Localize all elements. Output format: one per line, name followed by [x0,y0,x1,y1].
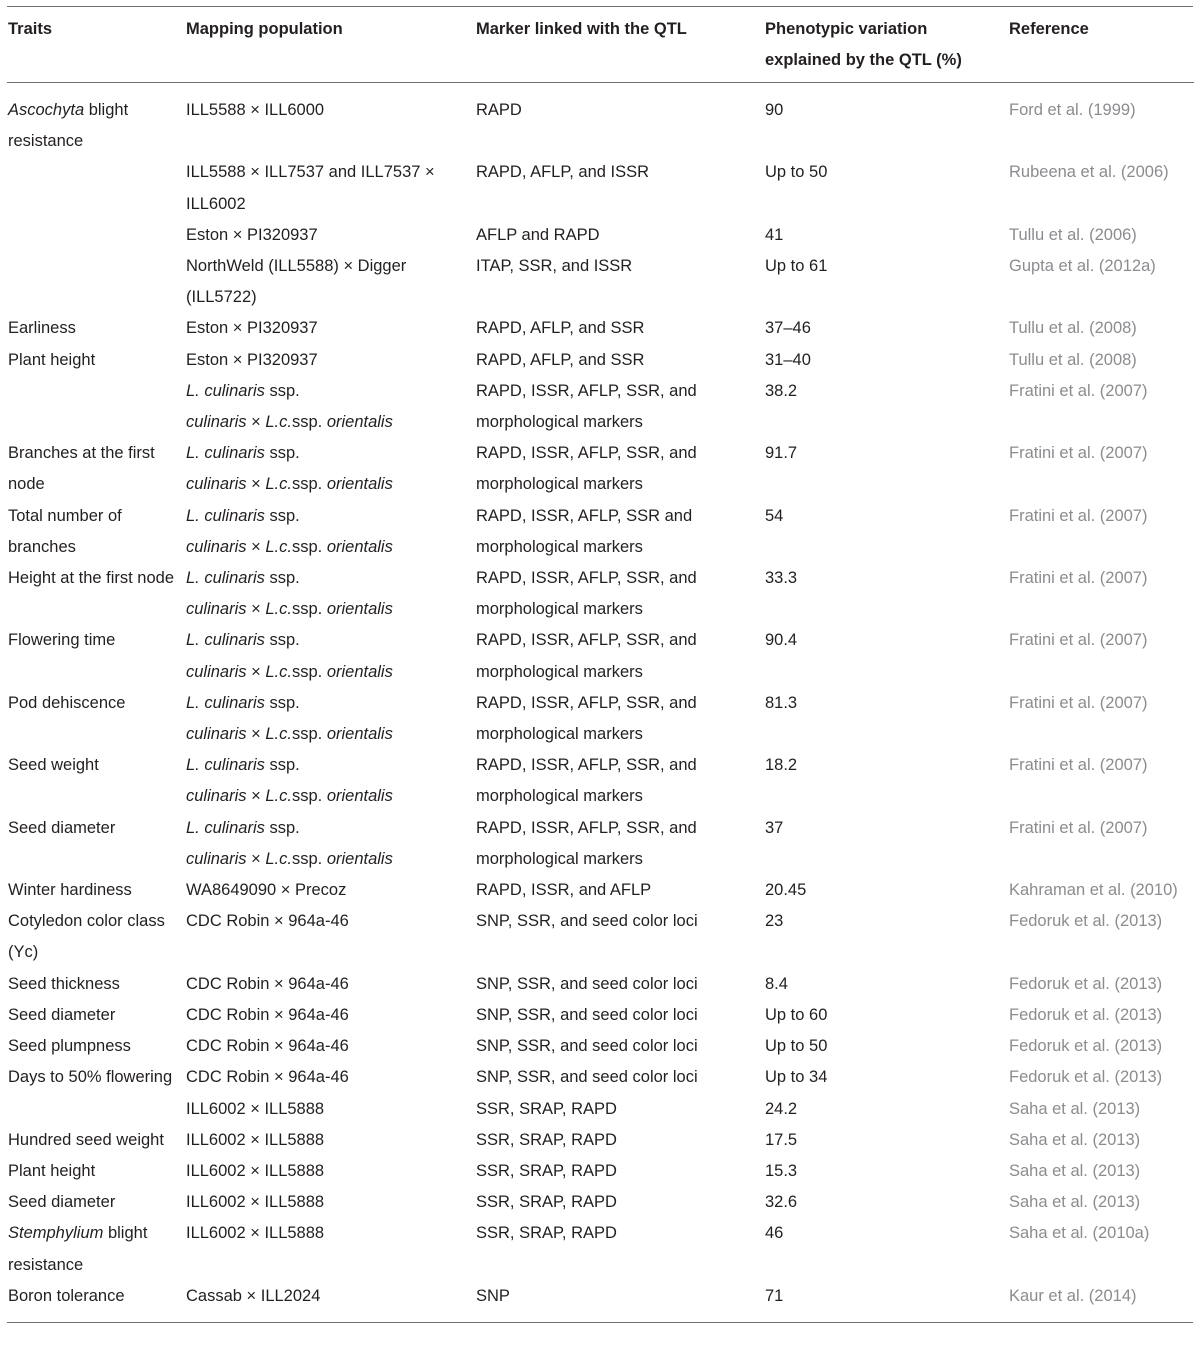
header-pv-line2: explained by the QTL (%) [765,51,962,69]
population-part: orientalis [326,600,393,619]
cell-phenotypic-variation: Up to 61 [765,257,828,276]
population-part: ssp. [291,849,327,868]
cell-phenotypic-variation: 23 [765,912,784,931]
cell-trait [7,1062,186,1093]
population-part: culinaris [186,787,247,806]
cell-marker: RAPD, ISSR, AFLP, SSR, and morphological markers [476,818,697,868]
cell-mapping-population [186,438,476,500]
population-part: L. culinaris [186,569,265,588]
population-part: ssp. [291,662,327,681]
table-row [7,1187,1194,1218]
cell-phenotypic-variation: 17.5 [765,1130,798,1149]
cell-mapping-population [186,376,476,438]
cell-mapping-population: Eston × PI320937 [186,319,318,338]
table-row [7,625,1194,687]
cell-reference[interactable]: Fratini et al. (2007) [1009,756,1148,775]
table-row [7,501,1194,563]
population-part: culinaris [186,849,247,868]
trait-text: Seed diameter [8,818,116,837]
cell-marker: SNP, SSR, and seed color loci [476,1037,698,1056]
population-part: × [246,787,266,806]
cell-marker: ITAP, SSR, and ISSR [476,257,633,276]
table-row [7,1156,1194,1187]
cell-trait [7,83,186,158]
trait-text: Seed plumpness [8,1037,131,1056]
cell-reference[interactable]: Ford et al. (1999) [1009,101,1136,119]
cell-reference[interactable]: Kaur et al. (2014) [1009,1286,1137,1305]
cell-mapping-population: ILL6002 × ILL5888 [186,1224,325,1243]
population-part: ssp. [291,725,327,744]
header-marker: Marker linked with the QTL [476,20,687,38]
table-row [7,438,1194,500]
cell-trait [7,1281,186,1322]
population-part: ssp. [291,475,327,494]
cell-mapping-population [186,813,476,875]
cell-reference[interactable]: Saha et al. (2013) [1009,1099,1141,1118]
cell-reference[interactable]: Fedoruk et al. (2013) [1009,1005,1163,1024]
population-part: ssp. [264,693,300,712]
cell-phenotypic-variation: 91.7 [765,444,798,463]
table-row [7,251,1194,313]
cell-phenotypic-variation: Up to 60 [765,1005,828,1024]
population-part: × [246,662,266,681]
cell-phenotypic-variation: 20.45 [765,881,807,900]
trait-text: Height at the first node [8,569,175,588]
trait-text: Boron tolerance [8,1286,125,1305]
header-reference: Reference [1009,20,1089,38]
cell-mapping-population: NorthWeld (ILL5588) × Digger (ILL5722) [186,257,407,307]
population-part: ssp. [264,631,300,650]
cell-reference[interactable]: Fratini et al. (2007) [1009,506,1148,525]
cell-marker: RAPD, ISSR, and AFLP [476,881,652,900]
header-pv-line1: Phenotypic variation [765,20,928,38]
cell-mapping-population [186,501,476,563]
population-part: culinaris [186,475,247,494]
cell-reference[interactable]: Gupta et al. (2012a) [1009,257,1156,276]
cell-reference[interactable]: Fratini et al. (2007) [1009,631,1148,650]
cell-reference[interactable]: Fratini et al. (2007) [1009,444,1148,463]
qtl-table-container [7,6,1193,1323]
table-row [7,1281,1194,1322]
cell-reference[interactable]: Tullu et al. (2008) [1009,350,1137,369]
table-row [7,83,1194,158]
cell-phenotypic-variation: 31–40 [765,350,811,369]
cell-phenotypic-variation: 24.2 [765,1099,798,1118]
table-row [7,1218,1194,1280]
cell-phenotypic-variation: 38.2 [765,381,798,400]
population-part: ssp. [264,818,300,837]
cell-reference[interactable]: Fedoruk et al. (2013) [1009,974,1163,993]
trait-text: Days to 50% flowering [8,1068,173,1087]
population-part: ssp. [264,506,300,525]
cell-phenotypic-variation: 54 [765,506,784,525]
cell-phenotypic-variation: 15.3 [765,1161,798,1180]
trait-text: Cotyledon color class (Yc) [8,912,165,962]
population-part: L. culinaris [186,756,265,775]
population-part: orientalis [326,849,393,868]
cell-phenotypic-variation: 81.3 [765,693,798,712]
table-row [7,1125,1194,1156]
cell-mapping-population: CDC Robin × 964a-46 [186,1037,349,1056]
population-part: culinaris [186,413,247,432]
cell-phenotypic-variation: 18.2 [765,756,798,775]
population-part: ssp. [291,787,327,806]
table-row [7,1094,1194,1125]
qtl-table [7,7,1194,1322]
trait-text: Seed weight [8,756,99,775]
header-row [7,7,1194,83]
table-row [7,1000,1194,1031]
cell-phenotypic-variation: 33.3 [765,569,798,588]
cell-marker: SNP, SSR, and seed color loci [476,912,698,931]
table-row [7,906,1194,968]
cell-trait [7,376,186,438]
population-part: L.c. [265,787,292,806]
population-part: × [246,413,266,432]
population-part: L. culinaris [186,818,265,837]
cell-phenotypic-variation: Up to 50 [765,163,828,182]
population-part: L.c. [265,600,292,619]
trait-text: Hundred seed weight [8,1130,164,1149]
cell-phenotypic-variation: Up to 50 [765,1037,828,1056]
table-row [7,750,1194,812]
population-part: orientalis [326,475,393,494]
cell-mapping-population: ILL5588 × ILL7537 and ILL7537 × ILL6002 [186,163,435,213]
cell-marker: SSR, SRAP, RAPD [476,1193,617,1212]
cell-trait [7,220,186,251]
table-bottom-rule [7,1322,1193,1323]
table-row [7,345,1194,376]
cell-mapping-population: ILL6002 × ILL5888 [186,1099,325,1118]
population-part: orientalis [326,413,393,432]
cell-marker: SSR, SRAP, RAPD [476,1099,617,1118]
cell-trait [7,1094,186,1125]
cell-phenotypic-variation: 41 [765,225,784,244]
population-part: L. culinaris [186,631,265,650]
table-row [7,157,1194,219]
table-row [7,563,1194,625]
cell-trait [7,750,186,812]
trait-text: Total number of branches [8,506,122,556]
trait-text: Plant height [8,350,96,369]
cell-mapping-population [186,688,476,750]
trait-text: Seed diameter [8,1193,116,1212]
cell-mapping-population: CDC Robin × 964a-46 [186,1068,349,1087]
cell-trait [7,345,186,376]
population-part: L.c. [265,849,292,868]
header-traits: Traits [8,20,53,38]
population-part: × [246,725,266,744]
cell-mapping-population: ILL6002 × ILL5888 [186,1130,325,1149]
cell-reference[interactable]: Saha et al. (2013) [1009,1130,1141,1149]
cell-trait [7,969,186,1000]
cell-marker: RAPD, ISSR, AFLP, SSR, and morphological markers [476,756,697,806]
cell-mapping-population: ILL6002 × ILL5888 [186,1193,325,1212]
population-part: ssp. [264,381,300,400]
cell-marker: RAPD, AFLP, and SSR [476,350,645,369]
population-part: ssp. [264,444,300,463]
table-row [7,969,1194,1000]
cell-mapping-population [186,625,476,687]
cell-phenotypic-variation: 90.4 [765,631,798,650]
trait-text: Branches at the first node [8,444,155,494]
cell-reference[interactable]: Fratini et al. (2007) [1009,818,1148,837]
cell-trait [7,1187,186,1218]
population-part: orientalis [326,787,393,806]
cell-phenotypic-variation: 8.4 [765,974,788,993]
population-part: × [246,849,266,868]
table-body [7,83,1194,1322]
trait-text: Seed thickness [8,974,120,993]
cell-phenotypic-variation: 90 [765,101,784,119]
cell-mapping-population: Cassab × ILL2024 [186,1286,321,1305]
cell-mapping-population: ILL5588 × ILL6000 [186,101,325,119]
trait-text: Seed diameter [8,1005,116,1024]
cell-reference[interactable]: Rubeena et al. (2006) [1009,163,1169,182]
cell-trait [7,563,186,625]
trait-text: Earliness [8,319,76,338]
cell-reference[interactable]: Saha et al. (2010a) [1009,1224,1150,1243]
population-part: ssp. [291,413,327,432]
cell-marker: SSR, SRAP, RAPD [476,1161,617,1180]
trait-text: blight resistance [8,1224,148,1274]
population-part: ssp. [264,569,300,588]
cell-reference[interactable]: Fratini et al. (2007) [1009,693,1148,712]
cell-reference[interactable]: Fratini et al. (2007) [1009,381,1148,400]
cell-reference[interactable]: Saha et al. (2013) [1009,1193,1141,1212]
trait-italic: Ascochyta [8,101,85,119]
table-row [7,688,1194,750]
cell-phenotypic-variation: 37 [765,818,784,837]
table-row [7,875,1194,906]
header-phenotypic-variation [765,7,1009,83]
cell-phenotypic-variation: 46 [765,1224,784,1243]
population-part: L.c. [265,475,292,494]
cell-marker: SNP, SSR, and seed color loci [476,974,698,993]
cell-marker: RAPD, ISSR, AFLP, SSR, and morphological markers [476,444,697,494]
cell-marker: RAPD, AFLP, and ISSR [476,163,650,182]
cell-reference[interactable]: Fedoruk et al. (2013) [1009,1037,1163,1056]
population-part: L.c. [265,413,292,432]
population-part: ssp. [291,600,327,619]
cell-marker: RAPD, ISSR, AFLP, SSR and morphological markers [476,506,693,556]
population-part: culinaris [186,662,247,681]
population-part: ssp. [291,537,327,556]
cell-trait [7,313,186,344]
cell-marker: SSR, SRAP, RAPD [476,1130,617,1149]
cell-phenotypic-variation: 37–46 [765,319,811,338]
cell-reference[interactable]: Fedoruk et al. (2013) [1009,912,1163,931]
population-part: L. culinaris [186,693,265,712]
trait-text: Winter hardiness [8,881,132,900]
cell-reference[interactable]: Fedoruk et al. (2013) [1009,1068,1163,1087]
trait-italic: Stemphylium [8,1224,104,1243]
cell-mapping-population: ILL6002 × ILL5888 [186,1161,325,1180]
cell-trait [7,1156,186,1187]
table-row [7,813,1194,875]
cell-mapping-population: CDC Robin × 964a-46 [186,1005,349,1024]
cell-marker: SNP, SSR, and seed color loci [476,1005,698,1024]
population-part: L. culinaris [186,381,265,400]
cell-mapping-population: Eston × PI320937 [186,225,318,244]
cell-phenotypic-variation: 71 [765,1286,784,1305]
cell-phenotypic-variation: Up to 34 [765,1068,828,1087]
table-row [7,1062,1194,1093]
cell-marker: RAPD, ISSR, AFLP, SSR, and morphological markers [476,381,697,432]
cell-marker: RAPD [476,101,522,119]
population-part: culinaris [186,600,247,619]
cell-marker: RAPD, ISSR, AFLP, SSR, and morphological markers [476,631,697,681]
cell-marker: RAPD, ISSR, AFLP, SSR, and morphological markers [476,569,697,619]
trait-text: Pod dehiscence [8,693,126,712]
table-row [7,376,1194,438]
cell-mapping-population: Eston × PI320937 [186,350,318,369]
population-part: culinaris [186,725,247,744]
population-part: L. culinaris [186,444,265,463]
cell-trait [7,251,186,313]
cell-trait [7,1218,186,1280]
cell-trait [7,1031,186,1062]
cell-trait [7,688,186,750]
cell-trait [7,906,186,968]
cell-mapping-population [186,563,476,625]
cell-trait [7,438,186,500]
cell-reference[interactable]: Tullu et al. (2006) [1009,225,1137,244]
cell-reference[interactable]: Tullu et al. (2008) [1009,319,1137,338]
cell-marker: SSR, SRAP, RAPD [476,1224,617,1243]
table-row [7,313,1194,344]
trait-text: Flowering time [8,631,116,650]
population-part: L. culinaris [186,506,265,525]
population-part: L.c. [265,537,292,556]
population-part: × [246,475,266,494]
cell-mapping-population: CDC Robin × 964a-46 [186,974,349,993]
population-part: culinaris [186,537,247,556]
population-part: × [246,600,266,619]
cell-trait [7,501,186,563]
cell-reference[interactable]: Kahraman et al. (2010) [1009,881,1178,900]
population-part: orientalis [326,725,393,744]
cell-trait [7,157,186,219]
table-row [7,220,1194,251]
cell-marker: RAPD, ISSR, AFLP, SSR, and morphological markers [476,693,697,744]
cell-trait [7,625,186,687]
cell-marker: SNP, SSR, and seed color loci [476,1068,698,1087]
cell-marker: RAPD, AFLP, and SSR [476,319,645,338]
trait-text: Plant height [8,1161,96,1180]
population-part: ssp. [264,756,300,775]
cell-mapping-population: WA8649090 × Precoz [186,881,347,900]
table-row [7,1031,1194,1062]
population-part: L.c. [265,662,292,681]
cell-trait [7,813,186,875]
cell-trait [7,875,186,906]
trait-text: blight resistance [8,101,129,151]
header-mapping-population: Mapping population [186,20,343,38]
population-part: L.c. [265,725,292,744]
cell-mapping-population: CDC Robin × 964a-46 [186,912,349,931]
population-part: orientalis [326,537,393,556]
cell-mapping-population [186,750,476,812]
population-part: orientalis [326,662,393,681]
cell-marker: AFLP and RAPD [476,225,600,244]
cell-trait [7,1125,186,1156]
cell-reference[interactable]: Fratini et al. (2007) [1009,569,1148,588]
cell-phenotypic-variation: 32.6 [765,1193,798,1212]
cell-marker: SNP [476,1286,510,1305]
population-part: × [246,537,266,556]
cell-trait [7,1000,186,1031]
cell-reference[interactable]: Saha et al. (2013) [1009,1161,1141,1180]
